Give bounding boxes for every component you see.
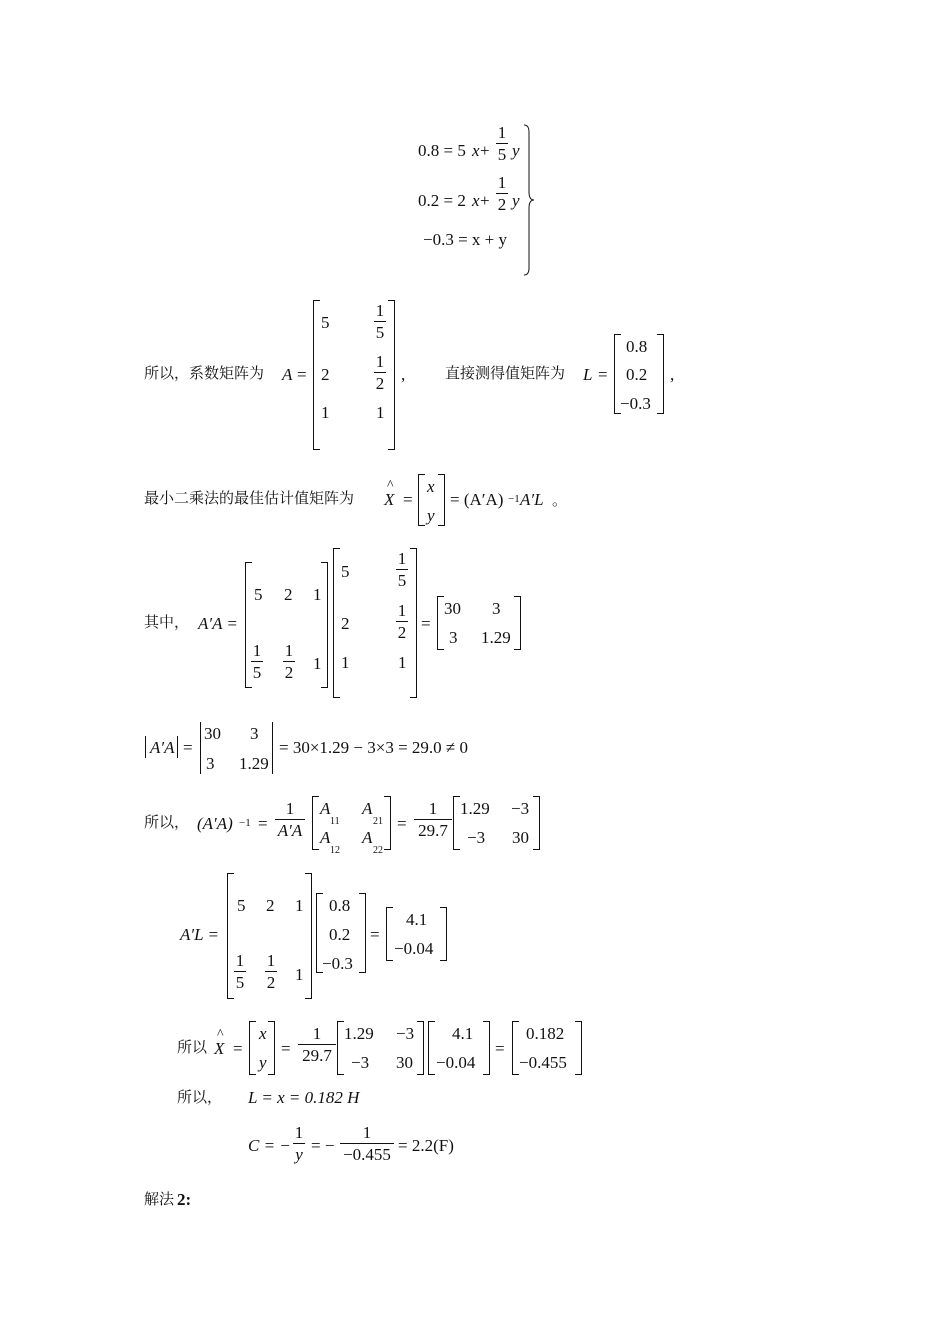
res-12: 3: [492, 599, 501, 618]
right-bracket: [417, 1021, 424, 1075]
m2-21: 2: [341, 614, 350, 633]
eq1-x: x: [472, 141, 480, 160]
method-number: 2:: [177, 1190, 192, 1209]
m1-22-den: 2: [284, 663, 294, 682]
left-bracket: [386, 907, 393, 961]
m1-13: 1: [313, 585, 322, 604]
coef-prefix: 所以，系数矩阵为: [144, 364, 265, 382]
A-12-den: 5: [375, 323, 385, 342]
right-bracket: [384, 796, 391, 850]
fraction-bar: [265, 971, 277, 972]
det-11: 30: [204, 724, 221, 743]
m2-31: 1: [341, 653, 350, 672]
right-bracket: [440, 907, 447, 961]
final-y: y: [259, 1053, 267, 1072]
A-21: 2: [321, 365, 330, 384]
c-num1: 1: [294, 1123, 304, 1142]
equals-sign: =: [598, 365, 608, 384]
atl-res-1: 4.1: [406, 910, 428, 929]
det-bar: [200, 722, 201, 774]
right-bracket: [657, 334, 664, 414]
c-num2: 1: [362, 1123, 372, 1142]
atl-m1-12: 2: [266, 896, 275, 915]
inv-den: A′A: [277, 821, 303, 840]
adj-11-sub: 11: [330, 816, 340, 827]
m2-11: 5: [341, 562, 350, 581]
inv-m-12: −3: [511, 799, 530, 818]
inv-num2: 1: [428, 799, 438, 818]
eq1-y: y: [512, 141, 520, 160]
final-res-2: −0.455: [519, 1053, 567, 1072]
inv-fraction-2: [414, 800, 452, 839]
fraction-bar: [396, 569, 408, 570]
m1-12: 2: [284, 585, 293, 604]
equals-sign: =: [397, 814, 407, 833]
left-bracket: [249, 1021, 256, 1075]
abs-bar: [145, 736, 146, 758]
inv-prefix: 所以，: [144, 813, 190, 831]
m2-12-den: 5: [397, 571, 407, 590]
final-m-22: 30: [396, 1053, 413, 1072]
inv-lhs: (A′A): [197, 814, 233, 833]
atl-m1-21-den: 5: [235, 973, 245, 992]
det-rhs: = 30×1.29 − 3×3 = 29.0 ≠ 0: [279, 738, 469, 757]
final-prefix: 所以: [177, 1038, 208, 1056]
eq2-den: 2: [497, 195, 507, 214]
atl-res-2: −0.04: [394, 939, 434, 958]
right-bracket: [359, 893, 366, 973]
right-bracket: [533, 796, 540, 850]
m1-22: [283, 642, 295, 681]
A-11: 5: [321, 313, 330, 332]
atl-m1-11: 5: [237, 896, 246, 915]
ata-prefix: 其中，: [144, 613, 190, 631]
left-bracket: [418, 474, 425, 526]
fraction-bar: [414, 819, 452, 820]
m2-32: 1: [398, 653, 407, 672]
fraction-bar: [496, 143, 508, 144]
det-bar: [272, 722, 273, 774]
result-C: C = −: [248, 1136, 291, 1155]
eq3: −0.3 = x + y: [423, 230, 508, 249]
eq1-fraction: [496, 124, 508, 163]
final-v2-2: −0.04: [436, 1053, 476, 1072]
xhat-x: x: [427, 477, 435, 496]
m1-21-num: 1: [252, 641, 262, 660]
comma: ,: [670, 365, 675, 384]
left-bracket: [428, 1021, 435, 1075]
X-label: X: [384, 490, 395, 509]
fraction-bar: [374, 372, 386, 373]
right-brace-icon: [522, 124, 536, 276]
xhat-rhs1: = (A′A): [450, 490, 504, 509]
equals-sign: =: [370, 925, 380, 944]
equals-sign: =: [233, 1039, 243, 1058]
atl-m1-23: 1: [295, 965, 304, 984]
comma: ,: [401, 365, 406, 384]
m1-11: 5: [254, 585, 263, 604]
inv-sup: −1: [239, 817, 251, 829]
adj-22-sub: 22: [373, 845, 383, 856]
final-x: x: [259, 1024, 267, 1043]
m2-22-den: 2: [397, 623, 407, 642]
left-bracket: [313, 300, 320, 450]
c-fraction-1: [293, 1124, 305, 1163]
res-11: 30: [444, 599, 461, 618]
fraction-bar: [298, 1044, 336, 1045]
xhat-y: y: [427, 506, 435, 525]
atl-m1-22-num: 1: [266, 951, 276, 970]
atl-m1-13: 1: [295, 896, 304, 915]
m1-21: [251, 642, 263, 681]
final-res-1: 0.182: [526, 1024, 565, 1043]
fraction-bar: [283, 661, 295, 662]
res-22: 1.29: [481, 628, 511, 647]
final-m-21: −3: [351, 1053, 370, 1072]
A-22-num: 1: [375, 352, 385, 371]
atl-v-2: 0.2: [329, 925, 351, 944]
inv-m-21: −3: [467, 828, 486, 847]
eq2-x: x: [472, 191, 480, 210]
right-bracket: [575, 1021, 582, 1075]
det-lhs: A′A: [150, 738, 175, 757]
res-21: 3: [449, 628, 458, 647]
A-31: 1: [321, 403, 330, 422]
adj-21: A: [362, 799, 373, 818]
xhat-rhs2: A′L: [520, 490, 544, 509]
det-21: 3: [206, 754, 215, 773]
xhat-prefix: 最小二乘法的最佳估计值矩阵为: [144, 489, 355, 507]
A-32: 1: [376, 403, 385, 422]
A-22: [374, 353, 386, 392]
eq2-plus: +: [480, 191, 490, 210]
eq2-lhs: 0.2 = 2: [418, 191, 466, 210]
inv-m-22: 30: [512, 828, 529, 847]
L-prefix: 直接测得值矩阵为: [445, 364, 566, 382]
fraction-bar: [496, 193, 508, 194]
inv-m-11: 1.29: [460, 799, 490, 818]
left-bracket: [333, 548, 340, 698]
right-bracket: [305, 873, 312, 999]
result-L: L = x = 0.182 H: [248, 1088, 360, 1107]
right-bracket: [321, 562, 328, 688]
eq1-den: 5: [497, 145, 507, 164]
equals-sign: =: [183, 738, 193, 757]
right-bracket: [410, 548, 417, 698]
left-bracket: [337, 1021, 344, 1075]
equals-sign: =: [281, 1039, 291, 1058]
L-3: −0.3: [620, 394, 651, 413]
final-num: 1: [312, 1024, 322, 1043]
c-den1: y: [295, 1145, 303, 1164]
c-rhs: = 2.2(F): [398, 1136, 454, 1155]
fraction-bar: [234, 971, 246, 972]
result-prefix: 所以，: [177, 1088, 223, 1106]
c-den2: −0.455: [343, 1145, 391, 1164]
fraction-bar: [293, 1143, 305, 1144]
abs-bar: [177, 736, 178, 758]
m2-12-num: 1: [397, 549, 407, 568]
eq2-y: y: [512, 191, 520, 210]
adj-22: A: [362, 828, 373, 847]
m1-22-num: 1: [284, 641, 294, 660]
atl-m1-21-num: 1: [235, 951, 245, 970]
right-bracket: [438, 474, 445, 526]
left-bracket: [453, 796, 460, 850]
c-fraction-2: [340, 1124, 394, 1163]
eq1-plus: +: [480, 141, 490, 160]
L-1: 0.8: [626, 337, 648, 356]
right-bracket: [388, 300, 395, 450]
m2-12: [396, 550, 408, 589]
A-22-den: 2: [375, 374, 385, 393]
period: 。: [552, 491, 568, 509]
atl-m1-21: [234, 952, 246, 991]
ata-lhs: A′A =: [198, 614, 238, 633]
eq1-lhs: 0.8 = 5: [418, 141, 466, 160]
eq1-num: 1: [497, 123, 507, 142]
equals-sign: =: [421, 614, 431, 633]
fraction-bar: [251, 661, 263, 662]
left-bracket: [437, 596, 444, 650]
fraction-bar: [396, 621, 408, 622]
A-12-num: 1: [375, 301, 385, 320]
hat-accent: ^: [387, 478, 394, 493]
atl-v-3: −0.3: [322, 954, 353, 973]
right-bracket: [514, 596, 521, 650]
atl-m1-22: [265, 952, 277, 991]
right-bracket: [268, 1021, 275, 1075]
m2-22: [396, 602, 408, 641]
inv-num: 1: [285, 799, 295, 818]
adj-12-sub: 12: [330, 845, 340, 856]
final-m-11: 1.29: [344, 1024, 374, 1043]
equals-sign: =: [495, 1039, 505, 1058]
final-den: 29.7: [302, 1046, 332, 1065]
matrix-A-label: A: [282, 365, 293, 384]
A-12: [374, 302, 386, 341]
c-mid: = −: [311, 1136, 335, 1155]
final-v2-1: 4.1: [452, 1024, 474, 1043]
hat-accent: ^: [217, 1027, 224, 1042]
det-12: 3: [250, 724, 259, 743]
m2-22-num: 1: [397, 601, 407, 620]
eq2-num: 1: [497, 173, 507, 192]
fraction-bar: [275, 819, 305, 820]
equals-sign: =: [403, 490, 413, 509]
adj-12: A: [320, 828, 331, 847]
inv-fraction: [275, 800, 305, 839]
fraction-bar: [374, 321, 386, 322]
final-X: X: [214, 1039, 225, 1058]
atl-m1-22-den: 2: [266, 973, 276, 992]
matrix-L-label: L: [583, 365, 593, 384]
left-bracket: [312, 796, 319, 850]
adj-11: A: [320, 799, 331, 818]
final-m-12: −3: [396, 1024, 415, 1043]
L-2: 0.2: [626, 365, 648, 384]
xhat-sup: −1: [508, 493, 520, 505]
atl-lhs: A′L =: [180, 925, 219, 944]
equals-sign: =: [297, 365, 307, 384]
atl-v-1: 0.8: [329, 896, 351, 915]
equals-sign: =: [258, 814, 268, 833]
fraction-bar: [340, 1143, 394, 1144]
left-bracket: [512, 1021, 519, 1075]
det-22: 1.29: [239, 754, 269, 773]
final-fraction: [298, 1025, 336, 1064]
left-bracket: [227, 873, 234, 999]
inv-den2: 29.7: [418, 821, 448, 840]
m1-23: 1: [313, 654, 322, 673]
adj-21-sub: 21: [373, 816, 383, 827]
eq2-fraction: [496, 174, 508, 213]
method-label: 解法: [144, 1190, 175, 1208]
m1-21-den: 5: [252, 663, 262, 682]
right-bracket: [483, 1021, 490, 1075]
